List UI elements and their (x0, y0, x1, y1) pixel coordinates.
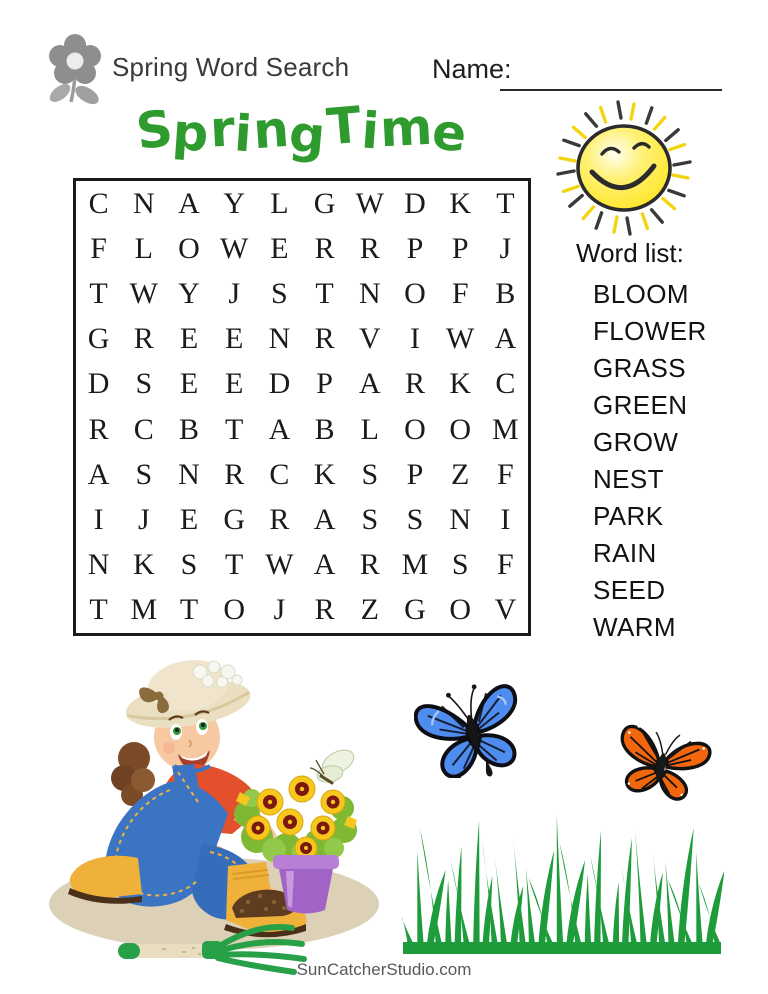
grid-letter: T (225, 548, 244, 582)
title-letter: S (132, 98, 177, 162)
footer-credit: SunCatcherStudio.com (296, 960, 472, 979)
grid-letter: A (494, 322, 517, 356)
grid-letter: W (129, 276, 158, 310)
grid-letter: P (316, 367, 333, 401)
grid-letter: K (132, 548, 155, 582)
grid-letter: J (137, 502, 150, 536)
title-letter: r (208, 99, 237, 159)
grid-letter: R (133, 322, 154, 356)
word-list-item: SEED (593, 575, 666, 605)
grid-letter: L (134, 231, 153, 265)
grid-letter: C (133, 412, 154, 446)
grid-letter: W (355, 186, 384, 220)
grid-letter: R (314, 231, 335, 265)
grid-letter: W (265, 548, 294, 582)
word-list-items (576, 276, 756, 646)
grid-letter: T (496, 186, 515, 220)
grid-letter: C (269, 457, 290, 491)
grid-letter: N (132, 186, 155, 220)
grid-letter: T (89, 276, 108, 310)
word-list-heading: Word list: (576, 238, 684, 268)
grid-letter: J (273, 593, 286, 627)
word-list-item: GROW (593, 427, 679, 457)
grid-letter: Z (451, 457, 470, 491)
word-list-item: PARK (593, 501, 664, 531)
grid-letter: O (223, 593, 246, 627)
grid-letter: R (359, 548, 380, 582)
worksheet-title: Spring Word Search (112, 52, 350, 82)
grid-letter: L (270, 186, 289, 220)
grid-letter: R (404, 367, 425, 401)
grid-letter: F (90, 231, 107, 265)
grid-letter: R (269, 502, 290, 536)
grid-letter: F (451, 276, 469, 310)
flower-icon (44, 34, 106, 106)
page-title (63, 95, 541, 166)
grid-letter: P (406, 231, 424, 265)
grid-letter: B (314, 412, 335, 446)
grid-letter: S (180, 548, 198, 582)
grid-letter: K (313, 457, 336, 491)
title-letter: e (429, 102, 471, 164)
grid-letter: S (135, 457, 153, 491)
girl-gardening-illustration (42, 652, 392, 982)
grid-letter: V (494, 593, 517, 627)
grid-letter: M (401, 548, 429, 582)
grid-letter: F (497, 457, 514, 491)
grid-letter: O (404, 276, 426, 310)
grid-letter: A (268, 412, 291, 446)
grid-letter: C (88, 186, 109, 220)
title-letter: i (232, 104, 255, 164)
grid-letter: E (225, 322, 244, 356)
word-list-item: NEST (593, 464, 664, 494)
grid-letter: I (409, 322, 420, 356)
grid-letter: G (223, 502, 246, 536)
grid-letter: T (89, 593, 108, 627)
grid-letter: A (358, 367, 381, 401)
grid-letter: P (451, 231, 469, 265)
title-letter: n (251, 99, 293, 161)
title-letter: p (170, 102, 212, 164)
word-list-item: BLOOM (593, 279, 689, 309)
grid-letter: D (404, 186, 426, 220)
word-search-grid (73, 178, 531, 636)
grid-letter: T (179, 593, 199, 627)
grid-letter: D (87, 367, 110, 401)
grid-letter: D (268, 367, 291, 401)
grid-letter: A (178, 186, 200, 220)
grid-letter: F (497, 548, 514, 582)
grid-letter: A (87, 457, 110, 491)
grid-letter: E (179, 367, 199, 401)
grid-letter: Y (223, 186, 246, 220)
grid-letter: J (499, 231, 512, 265)
grid-letter: K (449, 186, 472, 220)
grid-letter: G (313, 186, 336, 220)
grid-letter: O (449, 412, 472, 446)
grid-letter: G (87, 322, 110, 356)
grid-letter: B (495, 276, 516, 310)
grid-letter: N (449, 502, 472, 536)
grid-letter: V (358, 322, 381, 356)
title-letter: i (359, 101, 382, 161)
grid-letter: S (271, 276, 288, 310)
grid-letter: R (224, 457, 245, 491)
word-list (576, 238, 756, 646)
grid-letter: J (228, 276, 241, 310)
grid-letter: R (314, 593, 335, 627)
grid-letter: E (179, 322, 199, 356)
grid-letter: M (130, 593, 158, 627)
grid-letter: A (313, 502, 336, 536)
grid-letter: S (361, 457, 379, 491)
name-label: Name: (432, 54, 512, 84)
title-letter: T (324, 95, 365, 157)
grid-letter: W (446, 322, 475, 356)
grid-letter: Z (360, 593, 379, 627)
grid-letter: K (449, 367, 472, 401)
grid-letter: S (135, 367, 153, 401)
grid-letter: P (406, 457, 424, 491)
grid-letter: S (406, 502, 424, 536)
white-butterfly (310, 745, 358, 784)
title-letter: g (286, 104, 329, 166)
grid-letter: E (270, 231, 289, 265)
grid-letter: T (315, 276, 334, 310)
word-list-item: WARM (593, 612, 676, 642)
grid-letter: E (179, 502, 199, 536)
grid-letter: Y (178, 276, 200, 310)
grid-letter: G (404, 593, 426, 627)
title-letter: m (378, 97, 435, 159)
grid-letter: R (359, 231, 380, 265)
word-list-item: FLOWER (593, 316, 707, 346)
grid-letter: O (404, 412, 426, 446)
orange-butterfly-illustration (612, 720, 712, 804)
grid-letter: B (178, 412, 199, 446)
grid-letter: A (313, 548, 336, 582)
grass-illustration (402, 814, 724, 956)
grid-letter: E (225, 367, 244, 401)
name-blank-line (500, 58, 722, 91)
grid-letter: N (268, 322, 291, 356)
smiling-sun-icon (550, 98, 702, 240)
grid-letter: O (449, 593, 472, 627)
word-list-item: GREEN (593, 390, 688, 420)
grid-letter: L (360, 412, 379, 446)
grid-letter: M (492, 412, 519, 446)
grid-letter: W (220, 231, 249, 265)
grid-letter: R (314, 322, 335, 356)
grid-letter: T (225, 412, 244, 446)
grid-letter: S (361, 502, 379, 536)
grid-letter: I (500, 502, 511, 536)
word-list-item: RAIN (593, 538, 657, 568)
grid-letter: S (451, 548, 469, 582)
grid-letter: O (178, 231, 200, 265)
word-list-item: GRASS (593, 353, 687, 383)
grid-letter: N (178, 457, 200, 491)
grid-letter: I (93, 502, 104, 536)
grid-letter: N (87, 548, 110, 582)
grid-letter: R (88, 412, 109, 446)
grid-letter: C (495, 367, 516, 401)
grid-letter: N (358, 276, 381, 310)
page-title-text (132, 95, 471, 166)
blue-butterfly-illustration (414, 678, 526, 778)
